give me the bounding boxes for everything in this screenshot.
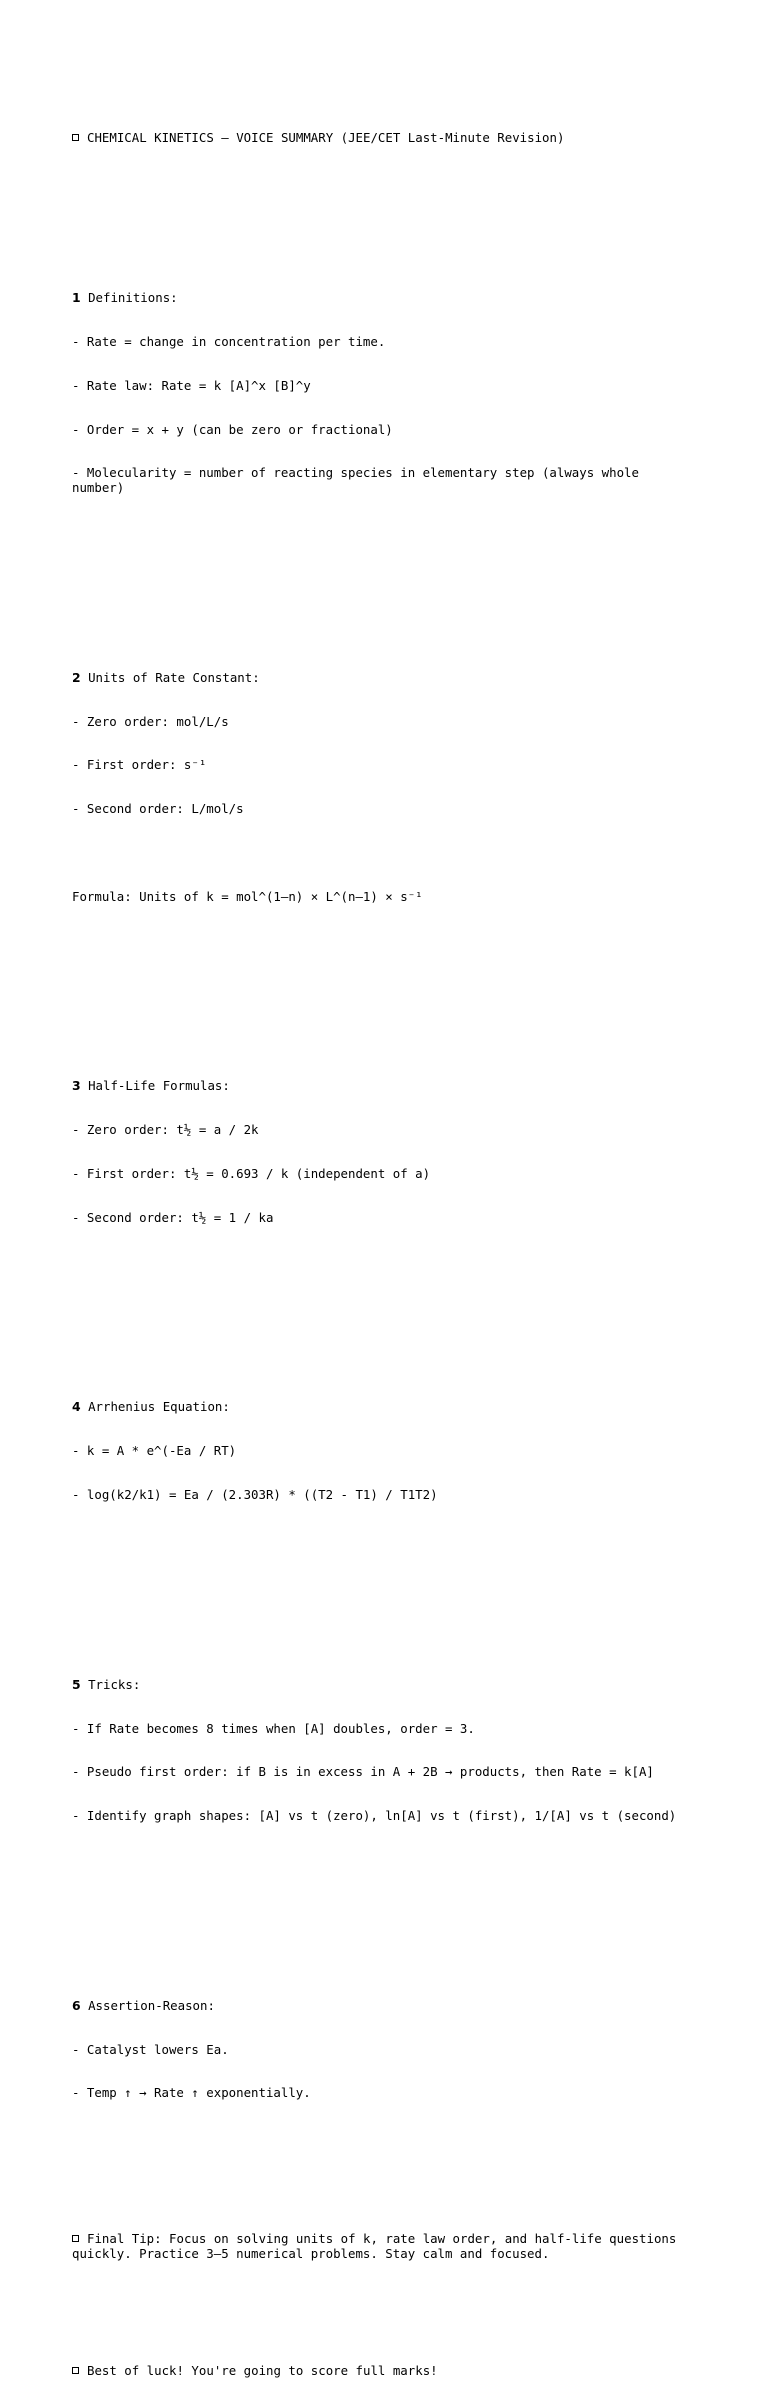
placeholder-box-icon: [72, 134, 79, 141]
section-heading: [72, 291, 692, 306]
section-arrhenius: [72, 1371, 692, 1532]
list-item: - Catalyst lowers Ea.: [72, 2041, 229, 2057]
closing-message: Best of luck! You're going to score full marks!: [87, 2362, 438, 2378]
spacer: [72, 1897, 692, 1912]
section-title: Half-Life Formulas:: [88, 1078, 230, 1094]
section-definitions: [72, 262, 692, 525]
list-item: - Pseudo first order: if B is in excess in A + 2B → products, then Rate = k[A]: [72, 1764, 654, 1780]
list-item: - log(k2/k1) = Ea / (2.303R) * ((T2 - T1) / T1T2): [72, 1487, 438, 1502]
section-half-life: [72, 1050, 692, 1254]
spacer: [72, 977, 692, 992]
list-item: - Second order: L/mol/s: [72, 801, 244, 817]
section-heading: [72, 1400, 692, 1415]
spacer: [72, 2305, 692, 2320]
list-item: - k = A * e^(-Ea / RT): [72, 1443, 237, 1459]
document-body: [72, 87, 692, 2407]
document-title-line: [72, 131, 692, 146]
list-item: - Zero order: mol/L/s: [72, 713, 229, 729]
section-number: 6: [72, 1997, 81, 2013]
list-item: - First order: s⁻¹: [72, 757, 207, 773]
section-heading: [72, 671, 692, 686]
section-number: 3: [72, 1078, 81, 1094]
closing-line: [72, 2364, 692, 2379]
final-tip: Final Tip: Focus on solving units of k, rate law order, and half-life questions quickly. Practice 3–5 numerical problems. Stay calm and focused.: [72, 2231, 684, 2261]
section-assertion-reason: [72, 1970, 692, 2131]
section-units: [72, 642, 692, 934]
list-item: - Rate law: Rate = k [A]^x [B]^y: [72, 377, 311, 393]
section-heading: [72, 1999, 692, 2014]
section-title: Tricks:: [88, 1676, 141, 1692]
list-item: - Zero order: t½ = a / 2k: [72, 1122, 259, 1138]
section-title: Definitions:: [88, 290, 178, 306]
list-item: - Molecularity = number of reacting species in elementary step (always whole number): [72, 465, 647, 496]
spacer: [72, 2174, 692, 2189]
section-title: Assertion-Reason:: [88, 1997, 215, 2013]
section-title: Arrhenius Equation:: [88, 1399, 230, 1415]
section-heading: [72, 1678, 692, 1693]
spacer: [72, 1576, 692, 1591]
units-formula: Formula: Units of k = mol^(1–n) × L^(n–1) × s⁻¹: [72, 888, 423, 904]
section-number: 2: [72, 669, 81, 685]
spacer: [72, 1298, 692, 1313]
spacer: [72, 189, 692, 204]
section-tricks: [72, 1649, 692, 1853]
placeholder-box-icon: [72, 2235, 79, 2242]
spacer: [72, 846, 692, 861]
section-number: 5: [72, 1676, 81, 1692]
section-number: 4: [72, 1399, 81, 1415]
document-title: CHEMICAL KINETICS – VOICE SUMMARY (JEE/CET Last-Minute Revision): [87, 129, 565, 145]
list-item: - Rate = change in concentration per time.: [72, 334, 386, 350]
list-item: - Identify graph shapes: [A] vs t (zero), ln[A] vs t (first), 1/[A] vs t (second): [72, 1808, 677, 1824]
section-heading: [72, 1079, 692, 1094]
list-item: - Order = x + y (can be zero or fractional): [72, 421, 393, 437]
spacer: [72, 569, 692, 584]
final-tip-line: [72, 2232, 692, 2261]
section-number: 1: [72, 290, 81, 306]
list-item: - First order: t½ = 0.693 / k (independent of a): [72, 1165, 431, 1181]
placeholder-box-icon: [72, 2367, 79, 2374]
section-title: Units of Rate Constant:: [88, 669, 260, 685]
list-item: - Temp ↑ → Rate ↑ exponentially.: [72, 2085, 311, 2101]
list-item: - If Rate becomes 8 times when [A] doubles, order = 3.: [72, 1720, 475, 1736]
list-item: - Second order: t½ = 1 / ka: [72, 1209, 274, 1225]
